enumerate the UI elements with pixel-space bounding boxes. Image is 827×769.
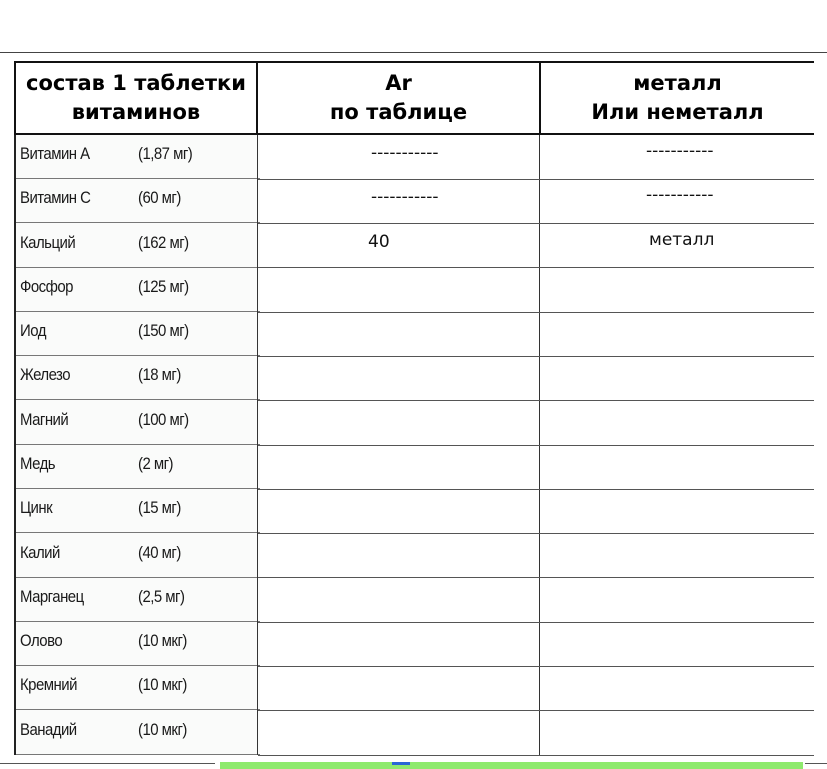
- vitamin-row: [16, 224, 260, 268]
- answer-row-line: [258, 312, 814, 313]
- metal-type-cell[interactable]: -----------: [646, 185, 714, 206]
- header-metal-line-1: металл: [633, 71, 722, 95]
- answer-row-line: [258, 223, 814, 224]
- metal-type-cell[interactable]: -----------: [646, 141, 714, 161]
- answer-row-line: [258, 710, 814, 711]
- green-bar: [220, 762, 803, 769]
- vitamin-name: Олово: [20, 631, 63, 651]
- vitamin-dose: (150 мг): [138, 321, 189, 341]
- vitamin-name: Витамин С: [20, 188, 91, 208]
- vitamin-name: Медь: [20, 454, 56, 473]
- vitamin-dose: (10 мкг): [138, 675, 187, 695]
- ar-cell[interactable]: 40: [368, 231, 390, 252]
- answer-row-line: [258, 489, 814, 490]
- answer-row-line: [258, 533, 814, 534]
- vitamin-row: [16, 622, 260, 666]
- vitamin-dose: (40 мг): [138, 542, 181, 562]
- vitamin-row: [16, 135, 260, 179]
- answer-row-line: [258, 577, 814, 578]
- ar-cell[interactable]: -----------: [371, 187, 439, 208]
- answer-row-line: [258, 400, 814, 401]
- vitamin-dose: (2,5 мг): [138, 586, 185, 606]
- vitamin-dose: (1,87 мг): [138, 144, 193, 163]
- vitamin-table: [14, 61, 814, 755]
- vitamin-row: [16, 179, 260, 223]
- vitamin-row: [16, 489, 260, 533]
- header-ar-line-1: Ar: [385, 71, 412, 95]
- metal-type-cell[interactable]: металл: [649, 229, 715, 250]
- vitamin-name: Кремний: [20, 675, 77, 695]
- vitamin-name: Витамин А: [20, 144, 90, 163]
- header-ar: [258, 61, 541, 135]
- vitamin-row: [16, 312, 260, 356]
- top-rule: [0, 52, 827, 53]
- vitamin-name: Калий: [20, 542, 60, 562]
- vitamin-name: Магний: [20, 409, 69, 429]
- vitamin-name: Кальций: [20, 232, 76, 252]
- vitamin-dose: (162 мг): [138, 232, 189, 252]
- vitamin-row: [16, 711, 260, 755]
- vitamin-row: [16, 445, 260, 489]
- vitamin-name: Иод: [20, 321, 46, 341]
- vitamin-name: Железо: [20, 365, 71, 385]
- vitamin-row: [16, 356, 260, 400]
- header-composition: [14, 61, 258, 135]
- vitamin-list-image: [14, 135, 260, 755]
- header-metal: [541, 61, 814, 135]
- vitamin-row: [16, 268, 260, 312]
- header-composition-line-2: витаминов: [71, 100, 201, 124]
- vitamin-dose: (18 мг): [138, 365, 181, 385]
- vitamin-row: [16, 401, 260, 445]
- vitamin-name: Цинк: [20, 498, 53, 518]
- vitamin-row: [16, 578, 260, 622]
- vitamin-dose: (10 мкг): [138, 631, 187, 651]
- answer-row-line: [258, 622, 814, 623]
- header-metal-line-2: Или неметалл: [591, 100, 764, 124]
- vitamin-name: Ванадий: [20, 719, 77, 739]
- vitamin-dose: (2 мг): [138, 454, 174, 473]
- vitamin-row: [16, 534, 260, 578]
- answer-row-line: [258, 666, 814, 667]
- vitamin-dose: (15 мг): [138, 498, 181, 518]
- vitamin-dose: (125 мг): [138, 276, 189, 296]
- vitamin-dose: (60 мг): [138, 188, 181, 208]
- answer-row-line: [258, 356, 814, 357]
- vitamin-row: [16, 666, 260, 710]
- bottom-rule-left: [0, 763, 215, 764]
- answer-row-line: [258, 267, 814, 268]
- answer-row-line: [258, 445, 814, 446]
- answer-row-line: [258, 755, 814, 756]
- ar-cell[interactable]: -----------: [371, 143, 439, 163]
- header-ar-line-2: по таблице: [329, 100, 468, 124]
- vitamin-name: Марганец: [20, 586, 84, 606]
- header-composition-line-1: состав 1 таблетки: [26, 71, 246, 95]
- blue-mark: [392, 762, 410, 765]
- vitamin-dose: (100 мг): [138, 409, 189, 429]
- answer-row-line: [258, 179, 814, 180]
- vitamin-name: Фосфор: [20, 276, 73, 296]
- bottom-rule-right: [805, 763, 827, 764]
- vitamin-dose: (10 мкг): [138, 719, 187, 739]
